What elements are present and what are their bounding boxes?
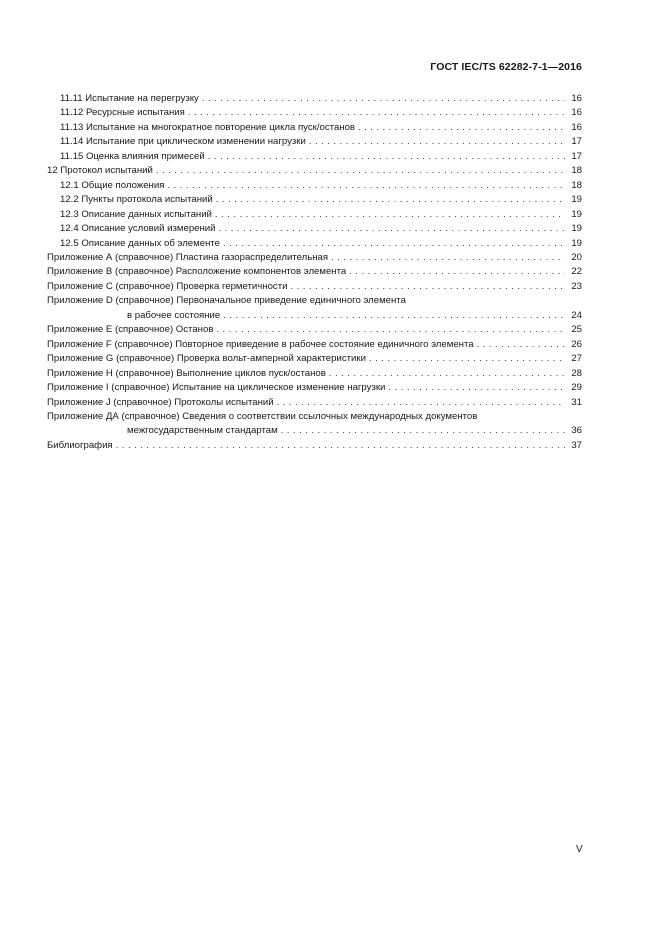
toc-entry-page: 22 — [571, 266, 582, 278]
toc-leader-dots — [219, 222, 565, 236]
toc-entry-page: 36 — [571, 425, 582, 437]
toc-entry-page: 27 — [571, 353, 582, 365]
toc-entry-title: 12.5 Описание данных об элементе — [60, 237, 220, 249]
toc-entry-title: 12.3 Описание данных испытаний — [60, 208, 212, 220]
toc-entry-title: Приложение D (справочное) Первоначальное приведение единичного элемента — [47, 295, 406, 307]
toc-entry[interactable] — [47, 265, 582, 279]
toc-entry-page: 16 — [571, 107, 582, 119]
toc-entry-title: Приложение Е (справочное) Останов — [47, 324, 214, 336]
toc-entry-title: Приложение I (справочное) Испытание на циклическое изменение нагрузки — [47, 382, 386, 394]
toc-leader-dots — [477, 338, 565, 352]
toc-entry[interactable] — [47, 294, 582, 308]
toc-entry-title: 12 Протокол испытаний — [47, 165, 153, 177]
toc-leader-dots — [358, 121, 565, 135]
toc-entry-page: 17 — [571, 136, 582, 148]
toc-entry-page: 20 — [571, 251, 582, 263]
toc-entry-page: 19 — [571, 194, 582, 206]
toc-leader-dots — [202, 92, 565, 106]
toc-entry-title: 11.12 Ресурсные испытания — [60, 107, 185, 119]
toc-entry-page: 26 — [571, 338, 582, 350]
toc-leader-dots — [215, 208, 565, 222]
toc-entry[interactable] — [47, 396, 582, 410]
toc-entry[interactable] — [47, 193, 582, 207]
page-number: V — [576, 844, 583, 855]
toc-entry[interactable] — [47, 424, 582, 438]
toc-entry-title: 11.11 Испытание на перегрузку — [60, 93, 199, 104]
toc-entry-title: Приложение G (справочное) Проверка вольт-амперной характеристики — [47, 353, 366, 365]
toc-entry-page: 24 — [571, 309, 582, 321]
toc-leader-dots — [277, 396, 565, 410]
toc-entry-title: Приложение В (справочное) Расположение компонентов элемента — [47, 266, 347, 278]
toc-entry[interactable] — [47, 410, 582, 424]
toc-leader-dots — [281, 424, 565, 438]
toc-entry[interactable] — [47, 381, 582, 395]
toc-entry[interactable] — [47, 92, 582, 106]
toc-entry[interactable] — [47, 179, 582, 193]
toc-leader-dots — [223, 309, 565, 323]
toc-entry[interactable] — [47, 439, 582, 453]
toc-entry-title: 12.2 Пункты протокола испытаний — [60, 194, 213, 206]
toc-entry-title: 12.4 Описание условий измерений — [60, 223, 216, 235]
toc-leader-dots — [369, 352, 565, 366]
toc-entry-page: 28 — [571, 367, 582, 379]
toc-entry[interactable] — [47, 237, 582, 251]
toc-entry-title: Приложение А (справочное) Пластина газораспределительная — [47, 251, 329, 263]
toc-leader-dots — [116, 439, 565, 453]
toc-entry-page: 16 — [571, 121, 582, 133]
toc-leader-dots — [216, 323, 565, 337]
table-of-contents — [47, 92, 582, 453]
toc-entry-page: 18 — [571, 165, 582, 177]
toc-entry[interactable] — [47, 222, 582, 236]
toc-leader-dots — [349, 265, 565, 279]
toc-entry[interactable] — [47, 352, 582, 366]
toc-entry-title: Приложение ДА (справочное) Сведения о соответствии ссылочных международных документов — [47, 410, 478, 422]
toc-entry-title: Приложение F (справочное) Повторное приведение в рабочее состояние единичного элемента — [47, 338, 474, 350]
toc-entry-page: 19 — [571, 237, 582, 249]
toc-entry[interactable] — [47, 280, 582, 294]
toc-leader-dots — [208, 150, 565, 164]
toc-entry-page: 29 — [571, 382, 582, 394]
toc-leader-dots — [290, 280, 565, 294]
toc-leader-dots — [167, 179, 565, 193]
toc-leader-dots — [329, 367, 565, 381]
toc-entry-title: Приложение J (справочное) Протоколы испытаний — [47, 396, 274, 408]
toc-leader-dots — [388, 381, 565, 395]
toc-entry[interactable] — [47, 135, 582, 149]
toc-entry[interactable] — [47, 164, 582, 178]
toc-leader-dots — [216, 193, 565, 207]
toc-entry-page: 19 — [571, 208, 582, 220]
toc-entry-page: 25 — [571, 324, 582, 336]
toc-entry-title: межгосударственным стандартам — [127, 425, 278, 437]
toc-entry[interactable] — [47, 150, 582, 164]
toc-entry[interactable] — [47, 309, 582, 323]
toc-entry-title: Приложение Н (справочное) Выполнение циклов пуск/останов — [47, 367, 326, 379]
toc-entry[interactable] — [47, 323, 582, 337]
toc-entry-page: 18 — [571, 179, 582, 191]
toc-entry[interactable] — [47, 208, 582, 222]
toc-entry[interactable] — [47, 251, 582, 265]
toc-entry[interactable] — [47, 338, 582, 352]
toc-entry-title: 12.1 Общие положения — [60, 179, 165, 191]
toc-leader-dots — [309, 135, 565, 149]
toc-entry-title: 11.14 Испытание при циклическом изменении нагрузки — [60, 136, 306, 148]
toc-leader-dots — [331, 251, 565, 265]
toc-entry-page: 31 — [571, 396, 582, 408]
toc-entry-title: 11.15 Оценка влияния примесей — [60, 150, 205, 162]
toc-entry-page: 17 — [571, 150, 582, 162]
toc-leader-dots — [188, 106, 565, 120]
toc-entry-title: Приложение С (справочное) Проверка герметичности — [47, 280, 288, 292]
toc-leader-dots — [156, 164, 565, 178]
toc-entry-title: Библиография — [47, 439, 113, 451]
toc-leader-dots — [223, 237, 565, 251]
toc-entry-page: 37 — [571, 439, 582, 451]
toc-entry-title: в рабочее состояние — [127, 309, 221, 321]
toc-entry[interactable] — [47, 367, 582, 381]
toc-entry[interactable] — [47, 106, 582, 120]
toc-entry[interactable] — [47, 121, 582, 135]
toc-entry-page: 19 — [571, 223, 582, 235]
toc-entry-title: 11.13 Испытание на многократное повторение цикла пуск/останов — [60, 121, 356, 133]
toc-entry-page: 23 — [571, 280, 582, 292]
toc-entry-page: 16 — [571, 93, 582, 104]
document-code: ГОСТ IEC/TS 62282-7-1—2016 — [430, 61, 582, 73]
